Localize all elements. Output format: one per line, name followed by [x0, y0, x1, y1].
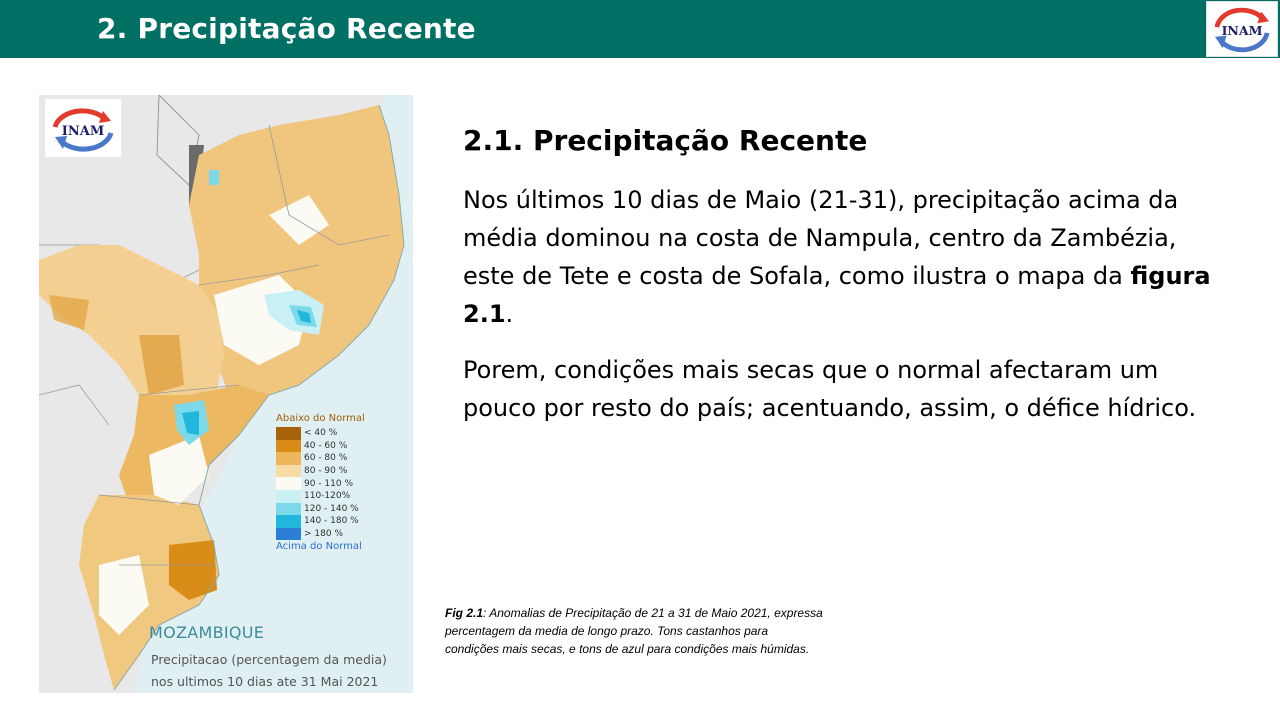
map-graphic: [39, 95, 413, 693]
legend-item: [276, 515, 386, 528]
legend-label: 120 - 140 %: [304, 503, 359, 514]
legend-swatch: [276, 528, 301, 541]
legend-label: > 180 %: [304, 529, 343, 540]
paragraph-1: [463, 181, 1233, 333]
legend-item: [276, 440, 386, 453]
legend-footer: Acima do Normal: [276, 541, 362, 553]
legend-swatch: [276, 515, 301, 528]
legend-swatch: [276, 440, 301, 453]
map-caption-line1: Precipitacao (percentagem da media): [151, 652, 387, 667]
legend-item: [276, 477, 386, 490]
figure-reference: figura 2.1: [463, 262, 1211, 328]
legend-label: 80 - 90 %: [304, 466, 348, 477]
figure-caption: [445, 604, 825, 658]
svg-text:INAM: INAM: [61, 124, 105, 139]
legend-label: 90 - 110 %: [304, 478, 354, 489]
legend-label: 140 - 180 %: [304, 516, 359, 527]
legend-swatch: [276, 452, 301, 465]
legend-item: [276, 490, 386, 503]
legend-label: 60 - 80 %: [304, 453, 348, 464]
map-inam-logo: [45, 99, 121, 157]
map-legend: [276, 413, 386, 552]
legend-swatch: [276, 427, 301, 440]
legend-swatch: [276, 503, 301, 516]
precipitation-map: [39, 95, 413, 693]
map-caption-line2: nos ultimos 10 dias ate 31 Mai 2021: [151, 674, 379, 689]
legend-item: [276, 465, 386, 478]
legend-item: [276, 427, 386, 440]
figure-caption-text: : Anomalias de Precipitação de 21 a 31 de Maio 2021, expressa percentagem da media de longo prazo. Tons castanhos para condições mais secas, e tons de azul para condições mais húmidas.: [445, 606, 823, 656]
legend-label: < 40 %: [304, 428, 338, 439]
inam-logo: [1206, 1, 1278, 57]
slide-title: 2. Precipitação Recente: [97, 12, 476, 45]
legend-swatch: [276, 490, 301, 503]
legend-item: [276, 528, 386, 541]
paragraph-2: Porem, condições mais secas que o normal afectaram um pouco por resto do país; acentuando, assim, o défice hídrico.: [463, 356, 1197, 422]
legend-label: 40 - 60 %: [304, 440, 348, 451]
section-heading: 2.1. Precipitação Recente: [463, 124, 868, 157]
paragraph-1-text: Nos últimos 10 dias de Maio (21-31), precipitação acima da média dominou na costa de Nampula, centro da Zambézia, este de Tete e costa de Sofala, como ilustra o mapa da: [463, 186, 1179, 290]
legend-label: 110-120%: [304, 491, 351, 502]
map-country-label: MOZAMBIQUE: [149, 623, 265, 642]
legend-swatch: [276, 477, 301, 490]
legend-item: [276, 503, 386, 516]
title-bar: [0, 0, 1280, 58]
legend-swatch: [276, 465, 301, 478]
svg-text:INAM: INAM: [1221, 22, 1263, 38]
paragraph-1-end: .: [505, 300, 514, 328]
figure-caption-label: Fig 2.1: [445, 606, 484, 620]
legend-title: Abaixo do Normal: [276, 413, 365, 424]
legend-item: [276, 452, 386, 465]
